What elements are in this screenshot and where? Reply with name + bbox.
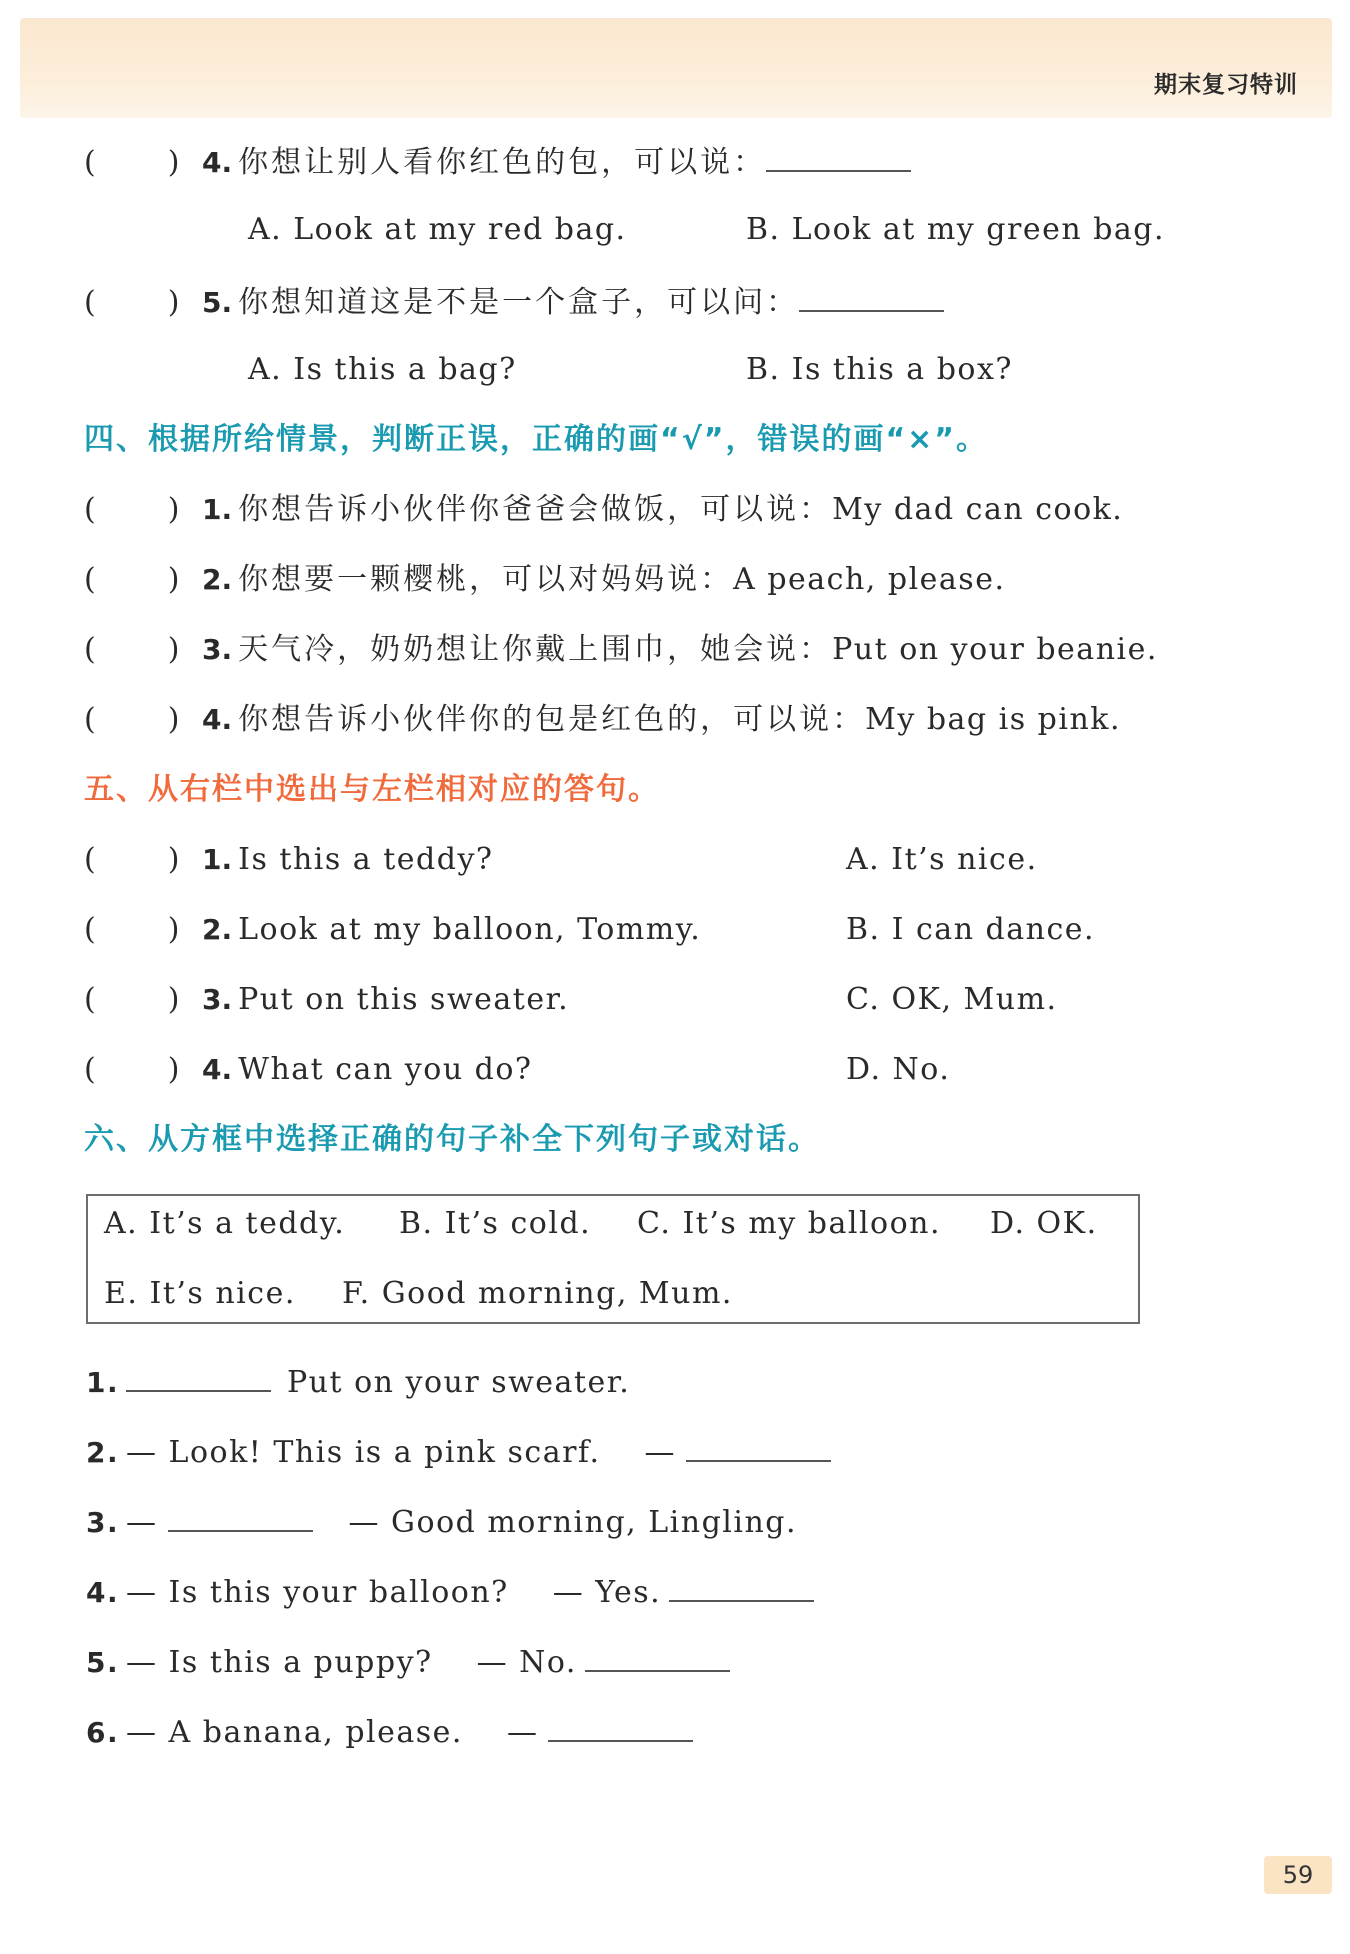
fill-row bbox=[86, 1360, 630, 1403]
box-option: C. It’s my balloon. bbox=[637, 1206, 942, 1241]
question-number: 3. bbox=[202, 983, 233, 1016]
judge-row bbox=[84, 630, 1158, 670]
left-sentence: Look at my balloon, Tommy. bbox=[238, 912, 702, 947]
answer-paren[interactable]: ( ) bbox=[84, 145, 180, 180]
option-b: B. Look at my green bag. bbox=[746, 212, 1166, 247]
question-number: 2. bbox=[202, 913, 233, 946]
judge-row bbox=[84, 490, 1123, 530]
item-number: 1. bbox=[86, 1366, 120, 1399]
answer-blank[interactable] bbox=[766, 140, 911, 172]
fill-row bbox=[86, 1710, 693, 1753]
question-number: 4. bbox=[202, 703, 233, 736]
option-a: A. Look at my red bag. bbox=[248, 212, 627, 247]
reply-text: — Yes. bbox=[552, 1575, 662, 1610]
right-option: A. It’s nice. bbox=[846, 842, 1038, 877]
left-sentence: Put on this sweater. bbox=[238, 982, 570, 1017]
scenario-text: 你想告诉小伙伴你爸爸会做饭，可以说： bbox=[238, 492, 833, 527]
item-number: 4. bbox=[86, 1576, 120, 1609]
fill-row bbox=[86, 1430, 831, 1473]
sentence-text: — Is this a puppy? bbox=[126, 1645, 433, 1680]
item-number: 2. bbox=[86, 1436, 120, 1469]
box-line-1 bbox=[104, 1206, 1098, 1241]
box-line-2 bbox=[104, 1276, 733, 1311]
section-4-title: 四、根据所给情景，判断正误，正确的画“√”，错误的画“×”。 bbox=[84, 422, 989, 457]
question-prompt: 你想让别人看你红色的包，可以说： bbox=[238, 145, 767, 180]
question-row bbox=[84, 280, 944, 323]
answer-paren[interactable]: ( ) bbox=[84, 632, 180, 667]
prompt-dash: — bbox=[126, 1505, 158, 1540]
question-row bbox=[84, 140, 911, 183]
option-a: A. Is this a bag? bbox=[248, 352, 517, 387]
answer-paren[interactable]: ( ) bbox=[84, 982, 180, 1017]
box-option: F. Good morning, Mum. bbox=[342, 1276, 733, 1311]
scenario-text: 你想告诉小伙伴你的包是红色的，可以说： bbox=[238, 702, 866, 737]
box-option: B. It’s cold. bbox=[399, 1206, 592, 1241]
question-number: 3. bbox=[202, 633, 233, 666]
answer-paren[interactable]: ( ) bbox=[84, 285, 180, 320]
answer-paren[interactable]: ( ) bbox=[84, 492, 180, 527]
judge-row bbox=[84, 560, 1006, 600]
match-row bbox=[84, 980, 569, 1020]
page-number: 59 bbox=[1264, 1856, 1332, 1894]
reply-dash: — bbox=[644, 1435, 676, 1470]
answer-paren[interactable]: ( ) bbox=[84, 1052, 180, 1087]
sentence-text: — A banana, please. bbox=[126, 1715, 463, 1750]
left-sentence: Is this a teddy? bbox=[238, 842, 494, 877]
answer-blank[interactable] bbox=[669, 1570, 814, 1602]
header-title: 期末复习特训 bbox=[1154, 72, 1298, 98]
reply-text: — No. bbox=[476, 1645, 577, 1680]
answer-paren[interactable]: ( ) bbox=[84, 912, 180, 947]
scenario-text: 天气冷，奶奶想让你戴上围巾，她会说： bbox=[238, 632, 833, 667]
item-number: 6. bbox=[86, 1716, 120, 1749]
section-6-title: 六、从方框中选择正确的句子补全下列句子或对话。 bbox=[84, 1122, 820, 1157]
judge-row bbox=[84, 700, 1121, 740]
match-row bbox=[84, 840, 493, 880]
question-number: 1. bbox=[202, 493, 233, 526]
right-option: B. I can dance. bbox=[846, 912, 1096, 947]
answer-blank[interactable] bbox=[686, 1430, 831, 1462]
section-5-title: 五、从右栏中选出与左栏相对应的答句。 bbox=[84, 772, 660, 807]
fill-row bbox=[86, 1500, 797, 1543]
question-number: 4. bbox=[202, 146, 233, 179]
fill-row bbox=[86, 1640, 730, 1683]
sentence-text: — Good morning, Lingling. bbox=[348, 1505, 798, 1540]
fill-row bbox=[86, 1570, 814, 1613]
box-option: A. It’s a teddy. bbox=[104, 1206, 346, 1241]
left-sentence: What can you do? bbox=[238, 1052, 533, 1087]
option-b: B. Is this a box? bbox=[746, 352, 1013, 387]
answer-paren[interactable]: ( ) bbox=[84, 562, 180, 597]
answer-blank[interactable] bbox=[799, 280, 944, 312]
sentence-box bbox=[86, 1194, 1140, 1324]
answer-blank[interactable] bbox=[585, 1640, 730, 1672]
answer-blank[interactable] bbox=[168, 1500, 313, 1532]
answer-blank[interactable] bbox=[126, 1360, 271, 1392]
box-option: E. It’s nice. bbox=[104, 1276, 296, 1311]
english-sentence: Put on your beanie. bbox=[832, 632, 1158, 667]
english-sentence: A peach, please. bbox=[733, 562, 1006, 597]
question-number: 2. bbox=[202, 563, 233, 596]
question-number: 5. bbox=[202, 286, 233, 319]
item-number: 5. bbox=[86, 1646, 120, 1679]
scenario-text: 你想要一颗樱桃，可以对妈妈说： bbox=[238, 562, 734, 597]
item-number: 3. bbox=[86, 1506, 120, 1539]
reply-dash: — bbox=[506, 1715, 539, 1750]
match-row bbox=[84, 1050, 533, 1090]
english-sentence: My bag is pink. bbox=[865, 702, 1122, 737]
english-sentence: My dad can cook. bbox=[832, 492, 1124, 527]
question-prompt: 你想知道这是不是一个盒子，可以问： bbox=[238, 285, 800, 320]
sentence-text: Put on your sweater. bbox=[287, 1365, 631, 1400]
sentence-text: — Is this your balloon? bbox=[126, 1575, 509, 1610]
match-row bbox=[84, 910, 701, 950]
right-option: D. No. bbox=[846, 1052, 951, 1087]
answer-blank[interactable] bbox=[548, 1710, 693, 1742]
box-option: D. OK. bbox=[990, 1206, 1098, 1241]
question-number: 1. bbox=[202, 843, 233, 876]
question-number: 4. bbox=[202, 1053, 233, 1086]
answer-paren[interactable]: ( ) bbox=[84, 702, 180, 737]
answer-paren[interactable]: ( ) bbox=[84, 842, 180, 877]
sentence-text: — Look! This is a pink scarf. bbox=[126, 1435, 601, 1470]
right-option: C. OK, Mum. bbox=[846, 982, 1058, 1017]
header-band bbox=[20, 18, 1332, 118]
